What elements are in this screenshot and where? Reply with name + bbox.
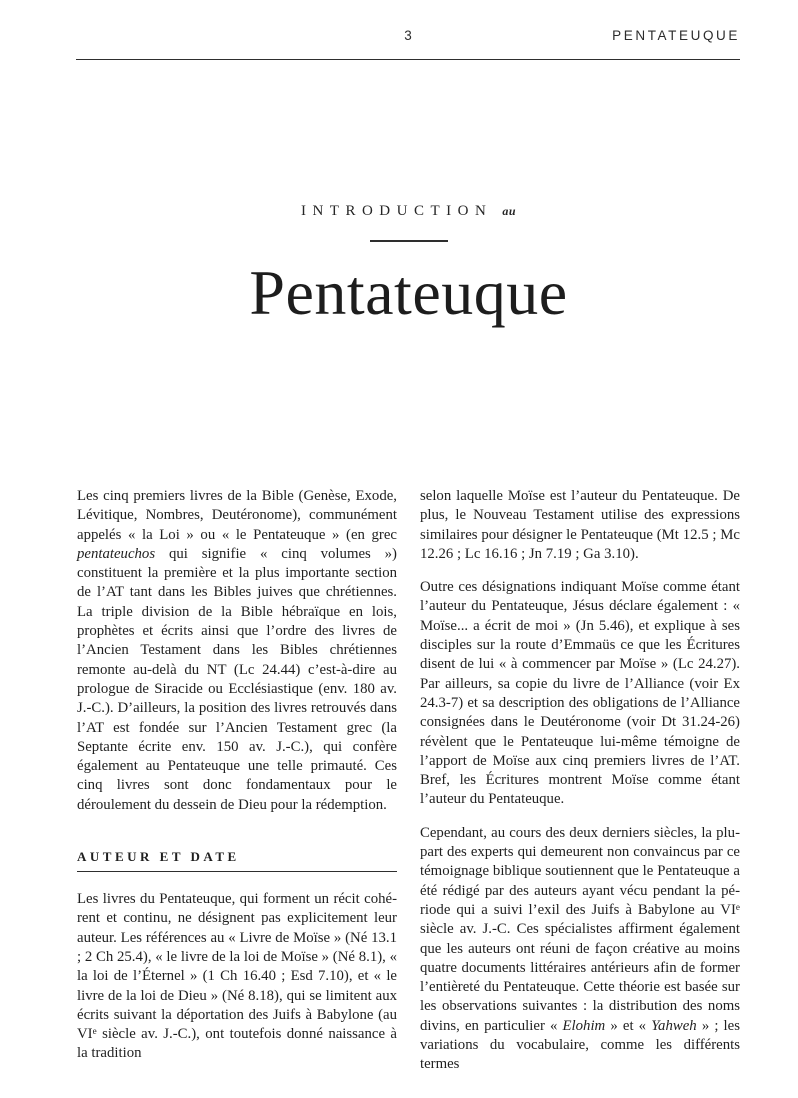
- kicker-particle: au: [502, 204, 516, 218]
- running-head: [77, 28, 740, 46]
- page-title: Pentateuque: [249, 257, 568, 328]
- text-run: qui signifie « cinq volumes ») constituent la première et la plus importante section de l’AT tant dans les Bibles juives que chrétiennes. La triple division de la Bible hébraïque en lois, prophètes et écrits ainsi que l’ordre des livres de l’Ancien Testament dans les Bibles chrétiennes remonte au-delà du NT (Lc 24.44) c’est-à-dire au prologue de Siracide ou Ecclésiastique (env. 180 av. J.-C.). D’ailleurs, la position des livres retrouvés dans l’AT est fondée sur l’Ancien Testament grec (la Septante écrite env. 150 av. J.-C.), qui confère également au Pentateuque une telle primauté. Ces cinq livres sont donc fondamentaux pour le déroulement du dessein de Dieu pour la rédemption.: [77, 545, 397, 813]
- kicker-label: INTRODUCTION: [300, 203, 493, 219]
- right-column: [420, 487, 740, 1075]
- intro-kicker: [77, 203, 740, 220]
- page-number: 3: [404, 28, 413, 43]
- text-run: Outre ces désignations indiquant Moïse comme étant l’auteur du Pentateuque, Jésus déclare également : « Moïse... a écrit de moi » (Jn 5.46), et explique à ses disciples sur la route d’Emmaüs ce que les Écritures disent de lui « à commencer par Moïse » (Lc 24.27). Par ailleurs, sa copie du livre de l’Alliance (voir Ex 24.3-7) et sa description des obligations de l’Alliance consignées dans le Deutéronome (voir Dt 31.24-26) révèlent que le Pentateuque lui-même témoigne de l’apport de Moïse aux cinq premiers livres de l’AT. Bref, les Écritures montrent Moïse comme étant l’auteur du Pentateuque.: [420, 579, 740, 808]
- italic-term: Yahweh: [651, 1017, 697, 1034]
- kicker-rule: [370, 240, 448, 242]
- superscript-ordinal: e: [92, 1026, 97, 1036]
- text-run: siècle av. J.-C.), ont toutefois donné naissance à la tradition: [77, 1026, 397, 1062]
- text-run: siècle av. J.-C. Ces spécialistes affirment également que les auteurs ont réuni de façon créative au moins quatre documents littéraires antérieurs afin de former l’entièreté du Pentateuque. Cette théorie est basée sur les observations suivantes : la distribution des noms divins, en particulier «: [420, 921, 740, 1034]
- italic-term: pentateuchos: [77, 545, 156, 562]
- paragraph-auteur: [77, 890, 397, 1064]
- paragraph-tradition: [420, 487, 740, 564]
- left-column: [77, 487, 397, 1075]
- section-heading-auteur-et-date: AUTEUR ET DATE: [77, 849, 397, 872]
- text-run: Les cinq premiers livres de la Bible (Genèse, Exode, Lévitique, Nombres, Deutéronome), communément appelés « la Loi » ou « le Pentateuque » (en grec: [77, 488, 397, 543]
- paragraph-critique: [420, 824, 740, 1075]
- paragraph-intro: [77, 487, 397, 815]
- header-rule: [76, 59, 740, 60]
- text-run: » ; les variations du vocabulaire, comme les différents termes: [420, 1017, 740, 1073]
- running-head-title: PENTATEUQUE: [612, 28, 740, 43]
- italic-term: Elohim: [562, 1017, 606, 1034]
- text-run: Cependant, au cours des deux derniers siècles, la plupart des experts qui demeurent non convaincus par ce témoignage biblique soutiennent que le Pentateuque a été rédigé par des auteurs ayant vécu pendant la période qui a suivi l’exil des Juifs à Babylone au VI: [420, 824, 740, 918]
- text-run: selon laquelle Moïse est l’auteur du Pentateuque. De plus, le Nouveau Testament utilise des expressions similaires pour désigner le Pentateuque (Mt 12.5 ; Mc 12.26 ; Lc 16.16 ; Jn 7.19 ; Ga 3.10).: [420, 488, 740, 562]
- text-run: » et «: [605, 1017, 652, 1034]
- text-columns: [77, 487, 740, 1075]
- superscript-ordinal: e: [735, 901, 740, 912]
- text-run: Les livres du Pentateuque, qui forment un récit cohérent et continu, ne désignent pas explicitement leur auteur. Les références au « Livre de Moïse » (Né 13.1 ; 2 Ch 25.4), « le livre de la loi de Moïse » (Né 8.1), « la loi de l’Éternel » (1 Ch 16.40 ; Esd 7.10), et « le livre de la loi de Dieu » (Né 8.18), qui se limitent aux écrits suivant la déportation des Juifs à Babylone (au VI: [77, 891, 397, 1043]
- paragraph-designations: [420, 578, 740, 810]
